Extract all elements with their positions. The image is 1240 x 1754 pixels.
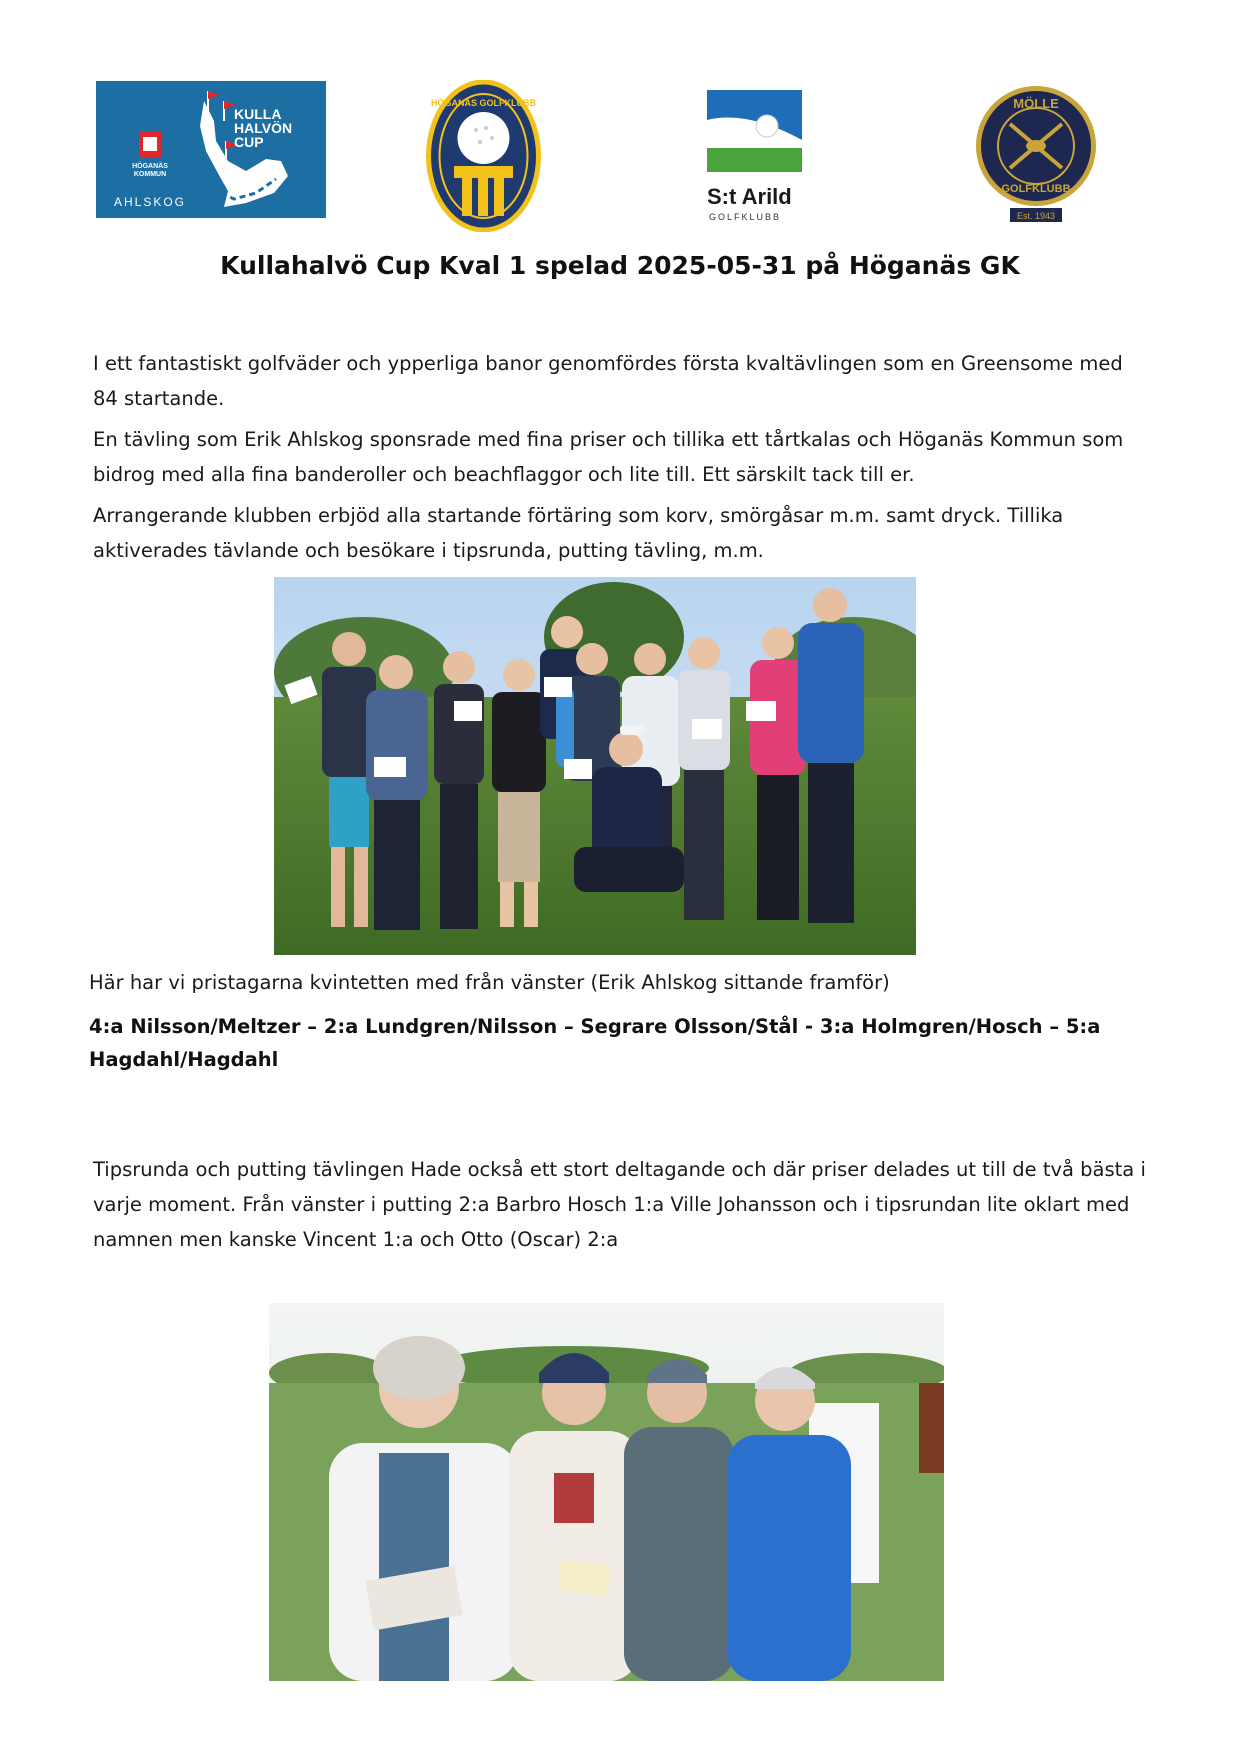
winners-group-photo <box>274 577 916 955</box>
hoganas-logo-text: HÖGANÄS GOLFKLUBB <box>431 98 536 108</box>
molle-logo-est: Est. 1943 <box>1016 211 1056 221</box>
people-silhouettes <box>329 1336 851 1681</box>
molle-golfklubb-logo <box>972 84 1100 224</box>
starild-logo-sub: GOLFKLUBB <box>709 212 782 222</box>
molle-logo-top: MÖLLE <box>1013 96 1059 111</box>
page-title: Kullahalvö Cup Kval 1 spelad 2025-05-31 på Höganäs GK <box>220 251 1020 280</box>
molle-logo-bottom: GOLFKLUBB <box>1001 183 1071 195</box>
putting-paragraph: Tipsrunda och putting tävlingen Hade också ett stort deltagande och där priser delades ut till de två bästa i varje moment. Från vänster i putting 2:a Barbro Hosch 1:a Ville Johansson och i tipsrundan lite oklart med namnen men kanske Vincent 1:a och Otto (Oscar) 2:a <box>93 1158 1146 1251</box>
putting-winners-photo <box>269 1303 944 1681</box>
golf-ball-icon <box>756 115 778 137</box>
starild-golfklubb-logo <box>707 90 802 230</box>
kulla-logo-sponsor: AHLSKOG <box>114 195 187 209</box>
hoganas-golfklubb-logo <box>426 80 541 232</box>
sponsor-paragraph: En tävling som Erik Ahlskog sponsrade med fina priser och tillika ett tårtkalas och Höganäs Kommun som bidrog med alla fina banderoller och beachflaggor och lite till. Ett särskilt tack till er. <box>93 428 1124 486</box>
golf-ball-icon <box>458 112 510 164</box>
results-list: 4:a Nilsson/Meltzer – 2:a Lundgren/Nilsson – Segrare Olsson/Stål - 3:a Holmgren/Hosch – 5:a Hagdahl/Hagdahl <box>89 1015 1101 1071</box>
photo1-caption: Här har vi pristagarna kvintetten med från vänster (Erik Ahlskog sittande framför) <box>89 971 890 994</box>
catering-paragraph: Arrangerande klubben erbjöd alla startande förtäring som korv, smörgåsar m.m. samt dryck. Tillika aktiverades tävlande och besökare i tipsrunda, putting tävling, m.m. <box>93 504 1064 562</box>
kulla-logo-title: KULLA HALVÖN CUP <box>234 106 293 150</box>
kulla-logo-municipality: HÖGANÄS KOMMUN <box>132 163 168 178</box>
intro-paragraph: I ett fantastiskt golfväder och ypperliga banor genomfördes första kvaltävlingen som en Greensome med 84 startande. <box>93 352 1123 410</box>
starild-logo-name: S:t Arild <box>707 184 792 209</box>
kulla-halvon-cup-logo <box>96 81 326 218</box>
